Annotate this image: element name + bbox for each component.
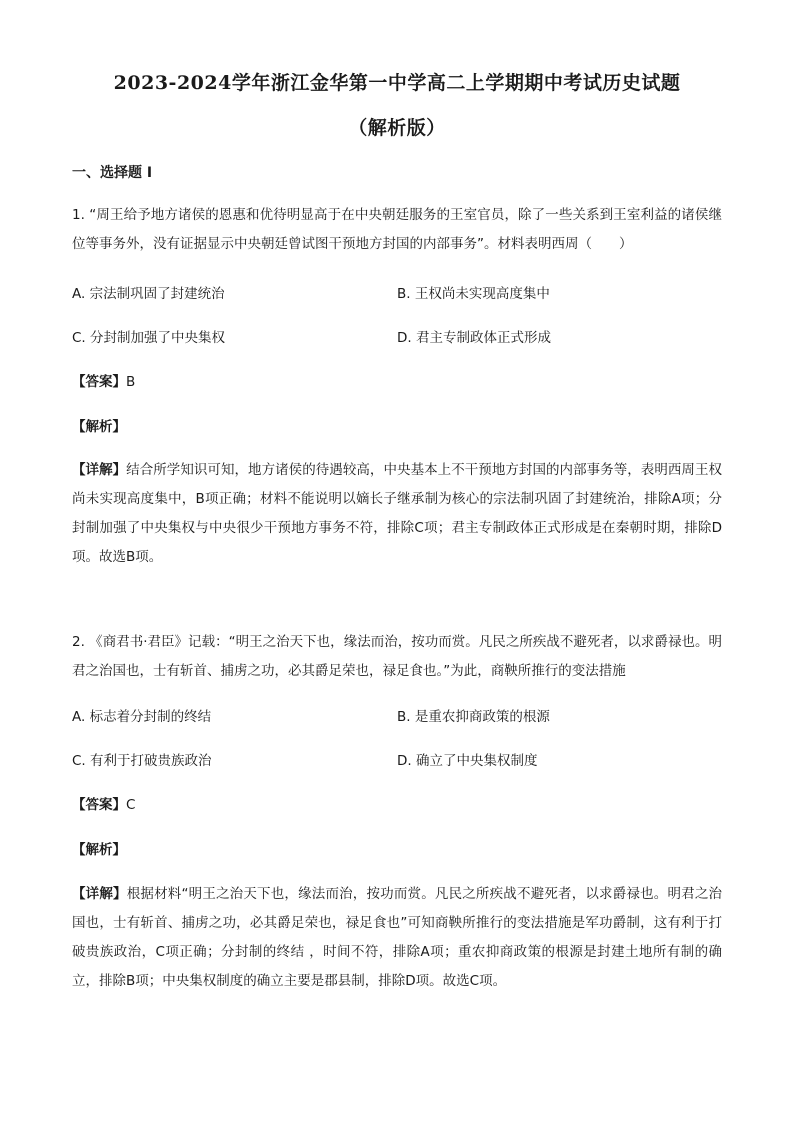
question-1-analysis-label <box>72 417 126 437</box>
document-subtitle: （解析版） <box>348 117 446 139</box>
question-1-answer <box>72 372 135 392</box>
question-1-option-c: C. 分封制加强了中央集权 <box>72 330 226 346</box>
answer-value: B <box>126 374 136 390</box>
section-heading: 一、选择题 I <box>72 165 153 181</box>
question-1-detail <box>72 456 722 572</box>
question-2-detail <box>72 880 722 996</box>
question-2-analysis-label <box>72 840 126 860</box>
question-2-option-d: D. 确立了中央集权制度 <box>397 753 538 769</box>
document-title: 2023-2024学年浙江金华第一中学高二上学期期中考试历史试题 <box>113 72 681 94</box>
detail-label: 【详解】 <box>72 886 127 902</box>
answer-label: 【答案】 <box>72 797 126 813</box>
question-2-answer <box>72 795 135 815</box>
answer-value: C <box>126 797 136 813</box>
question-1-stem: 1. “周王给予地方诸侯的恩惠和优待明显高于在中央朝廷服务的王室官员，除了一些关系到王室利益的诸侯继位等事务外，没有证据显示中央朝廷曾试图干预地方封国的内部事务”。材料表明西周（ ） <box>72 207 722 252</box>
question-1-option-d: D. 君主专制政体正式形成 <box>397 330 551 346</box>
analysis-label: 【解析】 <box>72 419 126 435</box>
analysis-label: 【解析】 <box>72 842 126 858</box>
question-1-option-a: A. 宗法制巩固了封建统治 <box>72 286 225 302</box>
detail-label: 【详解】 <box>72 462 127 478</box>
question-2-stem: 2. 《商君书·君臣》记载：“明王之治天下也，缘法而治，按功而赏。凡民之所疾战不避死者，以求爵禄也。明君之治国也，士有斩首、捕虏之功，必其爵足荣也，禄足食也。”为此，商鞅所推行的变法措施 <box>72 634 722 679</box>
question-2-option-a: A. 标志着分封制的终结 <box>72 709 212 725</box>
answer-label: 【答案】 <box>72 374 126 390</box>
question-1-option-b: B. 王权尚未实现高度集中 <box>397 286 550 302</box>
detail-text: 根据材料“明王之治天下也，缘法而治，按功而赏。凡民之所疾战不避死者，以求爵禄也。明君之治国也，士有斩首、捕虏之功，必其爵足荣也，禄足食也”可知商鞅所推行的变法措施是军功爵制，这有利于打破贵族政治，C项正确；分封制的终结 ，时间不符，排除A项；重农抑商政策的根源是封建土地所有制的确立，排除B项；中央集权制度的确立主要是郡县制，排除D项。故选C项。 <box>72 886 723 989</box>
question-2-option-c: C. 有利于打破贵族政治 <box>72 753 212 769</box>
detail-text: 结合所学知识可知，地方诸侯的待遇较高，中央基本上不干预地方封国的内部事务等，表明西周王权尚未实现高度集中，B项正确；材料不能说明以嫡长子继承制为核心的宗法制巩固了封建统治，排除A项；分封制加强了中央集权与中央很少干预地方事务不符，排除C项；君主专制政体正式形成是在秦朝时期，排除D项。故选B项。 <box>72 462 723 565</box>
question-2-option-b: B. 是重农抑商政策的根源 <box>397 709 550 725</box>
